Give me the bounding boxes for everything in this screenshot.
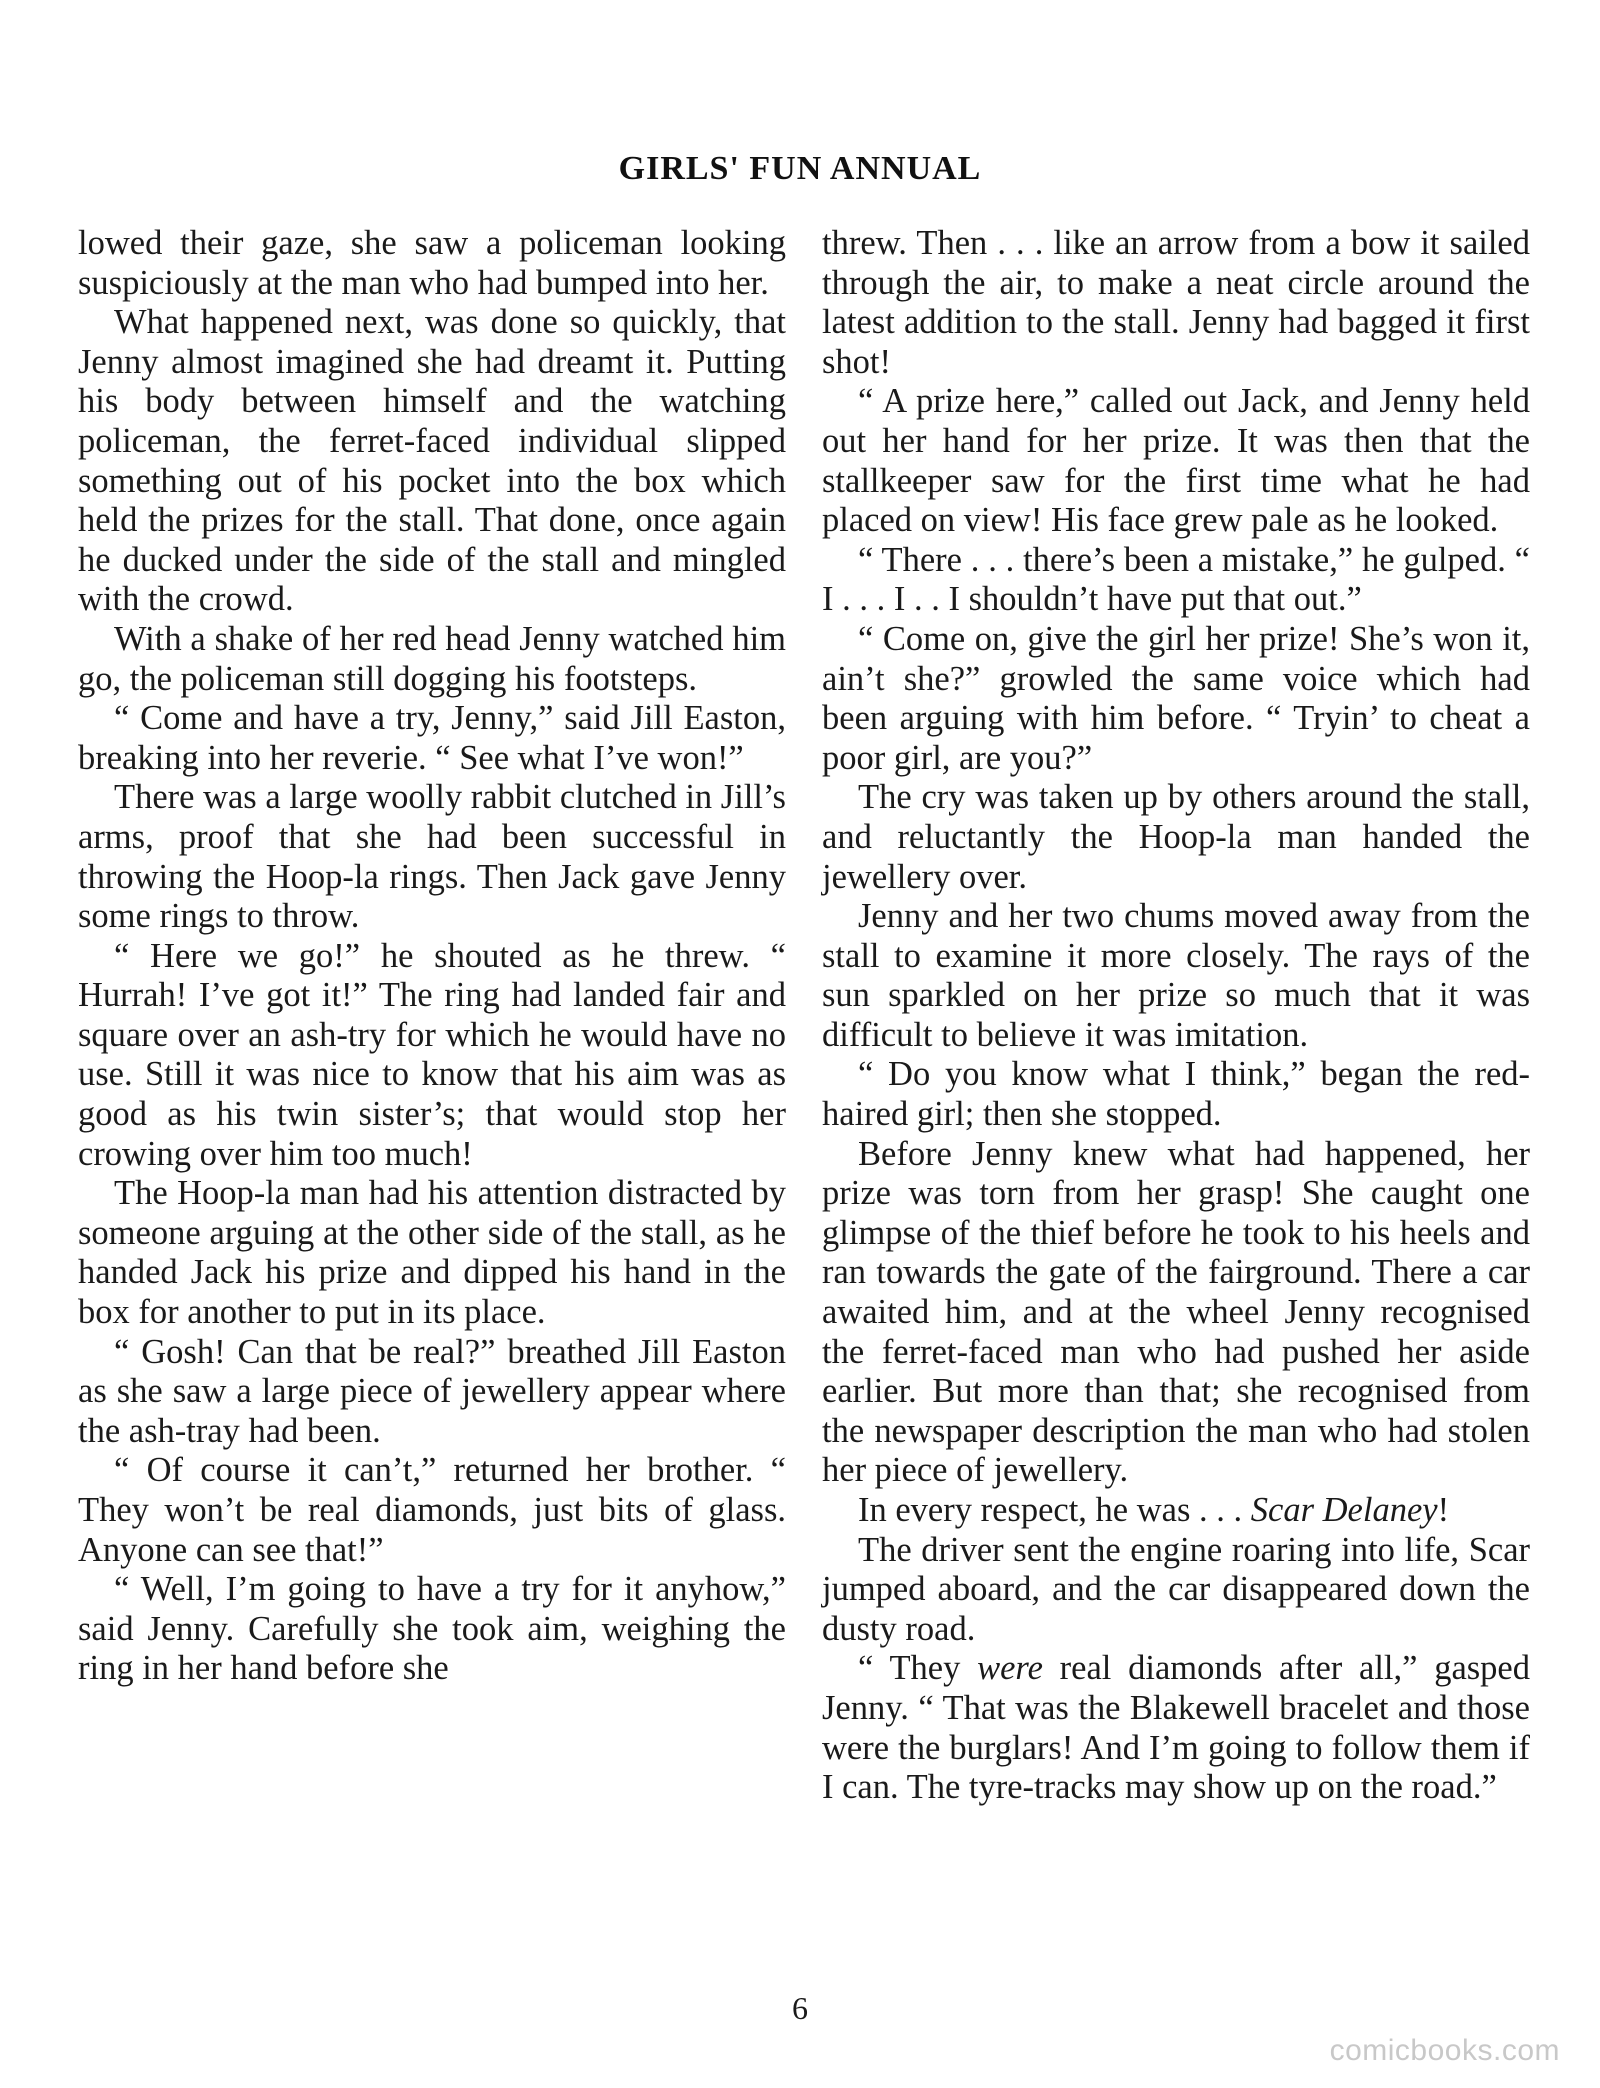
paragraph: “ Of course it can’t,” returned her brother. “ They won’t be real diamonds, just bits of glass. Anyone can see that!”: [78, 1451, 786, 1569]
paragraph: With a shake of her red head Jenny watched him go, the policeman still dogging his footsteps.: [78, 619, 786, 698]
italic-name: Scar Delaney: [1250, 1491, 1438, 1529]
paragraph: The cry was taken up by others around the stall, and reluctantly the Hoop-la man handed the jewellery over.: [822, 778, 1530, 896]
paragraph-text: !: [1437, 1491, 1450, 1529]
paragraph: “ Do you know what I think,” began the red-haired girl; then she stopped.: [822, 1055, 1530, 1134]
paragraph: “ Come and have a try, Jenny,” said Jill Easton, breaking into her reverie. “ See what I’ve won!”: [78, 699, 786, 777]
paragraph: There was a large woolly rabbit clutched in Jill’s arms, proof that she had been successful in throwing the Hoop-la rings. Then Jack gave Jenny some rings to throw.: [78, 778, 786, 936]
running-header: GIRLS' FUN ANNUAL: [618, 150, 982, 187]
paragraph: “ There . . . there’s been a mistake,” he gulped. “ I . . . I . . I shouldn’t have put that out.”: [822, 540, 1530, 619]
paragraph-text: real diamonds after all,” gasped Jenny. “ That was the Blakewell bracelet and those were the burglars! And I’m going to follow them if I can. The tyre-tracks may show up on the road.”: [822, 1649, 1530, 1807]
paragraph: Jenny and her two chums moved away from the stall to examine it more closely. The rays of the sun sparkled on her prize so much that it was difficult to believe it was imitation.: [822, 897, 1530, 1054]
paragraph: “ Gosh! Can that be real?” breathed Jill Easton as she saw a large piece of jewellery appear where the ash-tray had been.: [78, 1332, 786, 1450]
paragraph: What happened next, was done so quickly, that Jenny almost imagined she had dreamt it. Putting his body between himself and the watching policeman, the ferret-faced individual slipped something out of his pocket into the box which held the prizes for the stall. That done, once again he ducked under the side of the stall and mingled with the crowd.: [78, 303, 786, 619]
italic-word: were: [977, 1649, 1043, 1688]
paragraph: lowed their gaze, she saw a policeman looking suspiciously at the man who had bumped into her.: [78, 224, 786, 302]
left-column: [78, 224, 786, 1689]
paragraph-text: In every respect, he was . . .: [858, 1491, 1251, 1529]
paragraph: “ Come on, give the girl her prize! She’s won it, ain’t she?” growled the same voice which had been arguing with him before. “ Tryin’ to cheat a poor girl, are you?”: [822, 619, 1530, 777]
paragraph-text: “ They: [858, 1649, 978, 1688]
paragraph: The driver sent the engine roaring into life, Scar jumped aboard, and the car disappeared down the dusty road.: [822, 1530, 1530, 1648]
paragraph: “ A prize here,” called out Jack, and Jenny held out her hand for her prize. It was then that the stallkeeper saw for the first time what he had placed on view! His face grew pale as he looked.: [822, 382, 1530, 540]
right-column: [822, 224, 1530, 1808]
paragraph: Before Jenny knew what had happened, her prize was torn from her grasp! She caught one glimpse of the thief before he took to his heels and ran towards the gate of the fairground. There a car awaited him, and at the wheel Jenny recognised the ferret-faced man who had pushed her aside earlier. But more than that; she recognised from the newspaper description the man who had stolen her piece of jewellery.: [822, 1134, 1530, 1490]
watermark: comicbooks.com: [1329, 2034, 1560, 2067]
paragraph: “ Here we go!” he shouted as he threw. “ Hurrah! I’ve got it!” The ring had landed fair and square over an ash-try for which he would have no use. Still it was nice to know that his aim was as good as his twin sister’s; that would stop her crowing over him too much!: [78, 936, 786, 1173]
paragraph: “ Well, I’m going to have a try for it anyhow,” said Jenny. Carefully she took aim, weighing the ring in her hand before she: [78, 1570, 786, 1688]
paragraph: threw. Then . . . like an arrow from a bow it sailed through the air, to make a neat circle around the latest addition to the stall. Jenny had bagged it first shot!: [822, 224, 1530, 381]
paragraph-were: [822, 1649, 1530, 1807]
paragraph-scar-delaney: [822, 1491, 1530, 1531]
paragraph: The Hoop-la man had his attention distracted by someone arguing at the other side of the stall, as he handed Jack his prize and dipped his hand in the box for another to put in its place.: [78, 1174, 786, 1332]
page-number: 6: [792, 1990, 808, 2026]
